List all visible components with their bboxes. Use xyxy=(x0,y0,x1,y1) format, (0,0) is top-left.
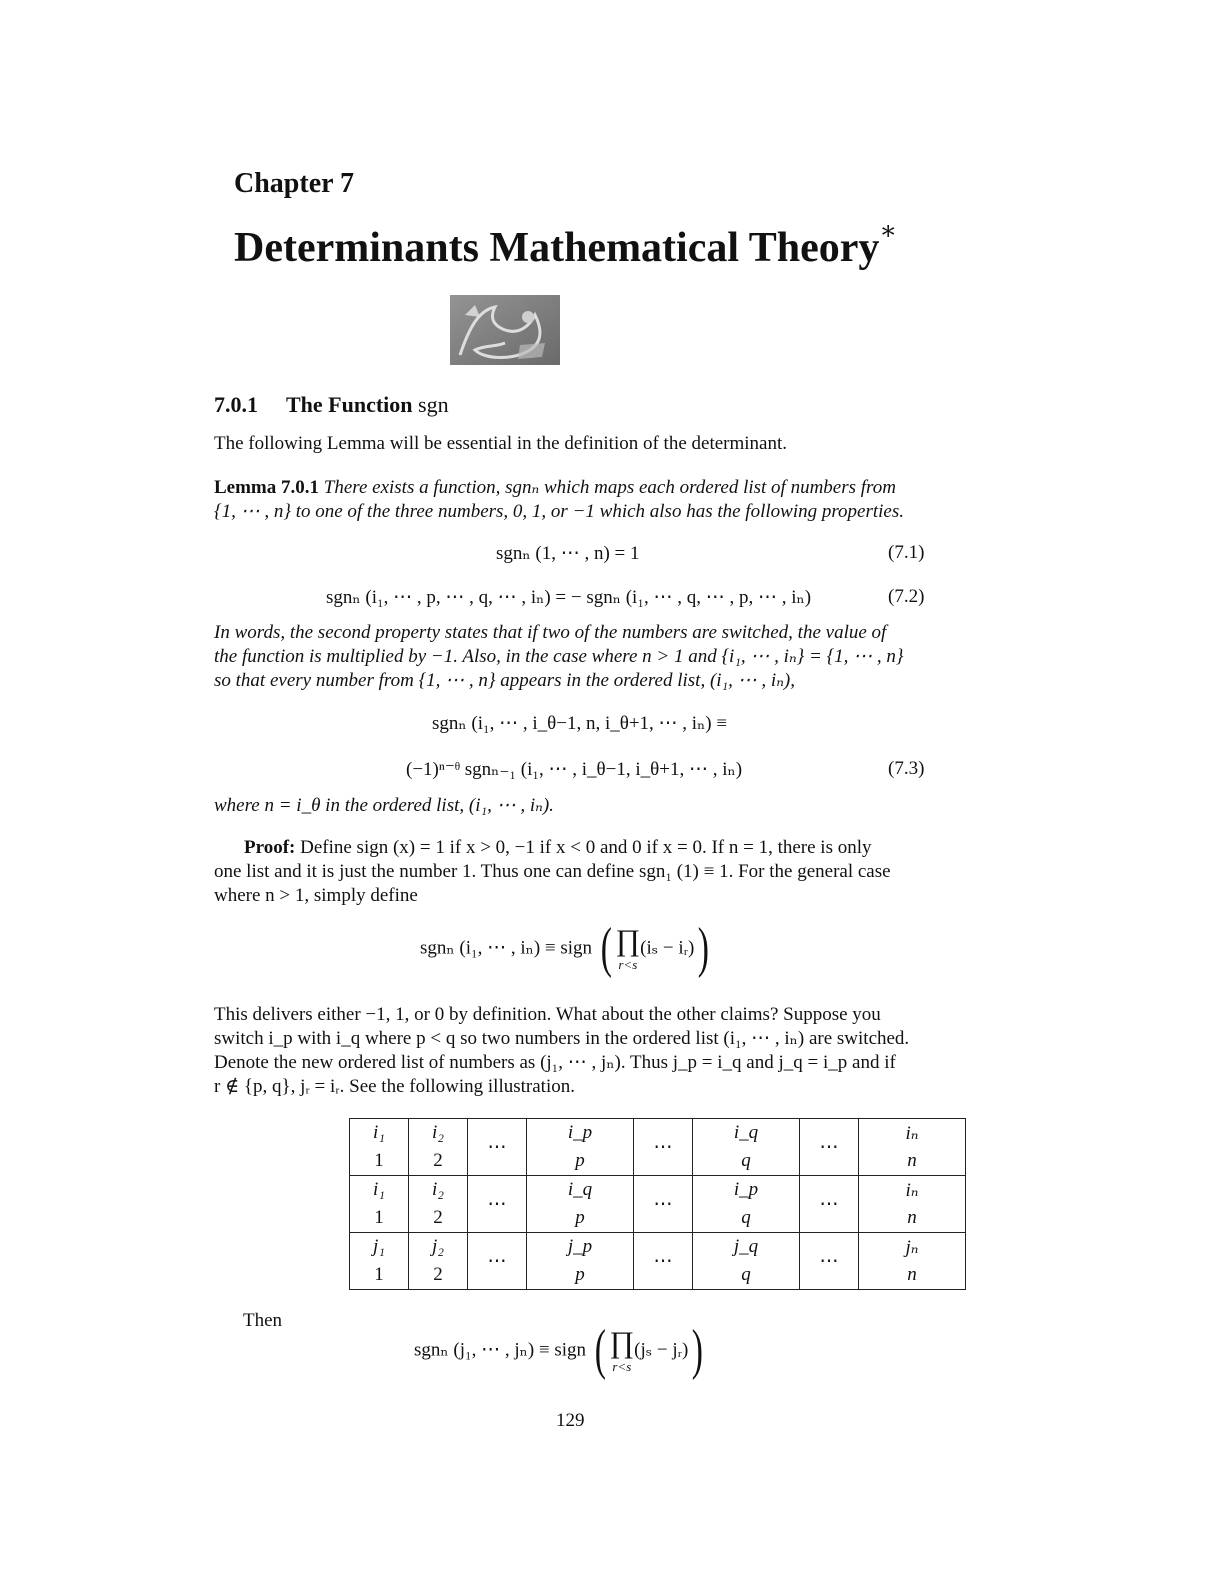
table-cell: 1 xyxy=(350,1147,409,1176)
proof-line-2: one list and it is just the number 1. Thus one can define sgn₁ (1) ≡ 1. For the general case xyxy=(214,861,891,882)
table-cell: p xyxy=(527,1204,634,1233)
ellipsis-cell: ⋯ xyxy=(468,1176,527,1233)
switch-line-1: This delivers either −1, 1, or 0 by definition. What about the other claims? Suppose you xyxy=(214,1004,881,1025)
table-cell: n xyxy=(859,1147,966,1176)
chapter-label: Chapter 7 xyxy=(234,168,355,199)
table-cell: q xyxy=(693,1261,800,1290)
table-cell: 1 xyxy=(350,1204,409,1233)
title-footnote-mark: ∗ xyxy=(879,216,898,245)
product-term: (jₛ − jᵣ) xyxy=(634,1339,689,1361)
lemma-label: Lemma 7.0.1 xyxy=(214,477,320,498)
sgn-definition xyxy=(420,917,713,979)
table-cell: p xyxy=(527,1261,634,1290)
ellipsis-cell: ⋯ xyxy=(468,1119,527,1176)
definition-lhs: sgnₙ (i₁, ⋯ , iₙ) ≡ sign xyxy=(420,937,593,959)
product-index: r<s xyxy=(612,1358,632,1374)
equation-number: (7.1) xyxy=(888,542,925,563)
product-index: r<s xyxy=(618,956,638,972)
product-operator: ∏ r<s xyxy=(609,1325,635,1374)
lemma-line-1: There exists a function, sgnₙ which maps each ordered list of numbers from xyxy=(323,477,896,498)
table-cell: j_p xyxy=(527,1233,634,1262)
table-cell: q xyxy=(693,1204,800,1233)
table-row xyxy=(350,1233,966,1262)
table-cell: i_p xyxy=(693,1176,800,1205)
section-heading xyxy=(214,392,449,418)
table-cell: i₁ xyxy=(350,1119,409,1148)
chapter-title xyxy=(234,216,898,272)
table-cell: i_q xyxy=(527,1176,634,1205)
proof-label: Proof: xyxy=(244,837,296,858)
switch-line-3: Denote the new ordered list of numbers as (j₁, ⋯ , jₙ). Thus j_p = i_q and j_q = i_p and if xyxy=(214,1052,896,1073)
lemma xyxy=(214,476,926,524)
right-paren: ) xyxy=(698,917,710,979)
table-cell: j₂ xyxy=(409,1233,468,1262)
equation-number: (7.2) xyxy=(888,586,925,607)
dragon-engraving-icon xyxy=(450,295,560,365)
ellipsis-cell: ⋯ xyxy=(468,1233,527,1290)
product-term: (iₛ − iᵣ) xyxy=(640,937,695,959)
words-line-2: the function is multiplied by −1. Also, in the case where n > 1 and {i₁, ⋯ , iₙ} = {1, ⋯ , n} xyxy=(214,646,904,667)
right-paren: ) xyxy=(692,1319,704,1381)
ellipsis-cell: ⋯ xyxy=(800,1233,859,1290)
table-cell: j_q xyxy=(693,1233,800,1262)
table-cell: n xyxy=(859,1204,966,1233)
switch-line-2: switch i_p with i_q where p < q so two numbers in the ordered list (i₁, ⋯ , iₙ) are switched. xyxy=(214,1028,910,1049)
left-paren: ( xyxy=(594,1319,606,1381)
table-cell: p xyxy=(527,1147,634,1176)
ellipsis-cell: ⋯ xyxy=(634,1119,693,1176)
then-label: Then xyxy=(243,1310,283,1331)
intro-text: The following Lemma will be essential in the definition of the determinant. xyxy=(214,433,788,454)
product-operator: ∏ r<s xyxy=(615,923,641,972)
equation-7-3-line-2: (−1)ⁿ⁻ᶿ sgnₙ₋₁ (i₁, ⋯ , i_θ−1, i_θ+1, ⋯ , iₙ) xyxy=(406,759,743,780)
table-cell: iₙ xyxy=(859,1176,966,1205)
words-paragraph xyxy=(214,621,926,693)
table-cell: i₁ xyxy=(350,1176,409,1205)
equation-7-2: sgnₙ (i₁, ⋯ , p, ⋯ , q, ⋯ , iₙ) = − sgnₙ (i₁, ⋯ , q, ⋯ , p, ⋯ , iₙ) xyxy=(326,587,812,608)
left-paren: ( xyxy=(600,917,612,979)
section-number: 7.0.1 xyxy=(214,392,258,417)
table-cell: i_p xyxy=(527,1119,634,1148)
table-cell: 2 xyxy=(409,1147,468,1176)
table-cell: q xyxy=(693,1147,800,1176)
equation-number: (7.3) xyxy=(888,758,925,779)
words-line-4: where n = i_θ in the ordered list, (i₁, ⋯ , iₙ). xyxy=(214,795,554,816)
table-cell: j₁ xyxy=(350,1233,409,1262)
switch-paragraph xyxy=(214,1003,926,1099)
sgn-j-definition xyxy=(414,1319,707,1381)
section-title-sgn: sgn xyxy=(418,392,449,417)
table-cell: 2 xyxy=(409,1261,468,1290)
table-cell: i₂ xyxy=(409,1176,468,1205)
ellipsis-cell: ⋯ xyxy=(800,1119,859,1176)
ellipsis-cell: ⋯ xyxy=(634,1176,693,1233)
table-cell: n xyxy=(859,1261,966,1290)
section-title: The Function xyxy=(286,392,413,417)
table-row xyxy=(350,1176,966,1205)
equation-7-3-line-1: sgnₙ (i₁, ⋯ , i_θ−1, n, i_θ+1, ⋯ , iₙ) ≡ xyxy=(432,713,728,734)
table-cell: 2 xyxy=(409,1204,468,1233)
ellipsis-cell: ⋯ xyxy=(800,1176,859,1233)
table-cell: i₂ xyxy=(409,1119,468,1148)
proof-line-1: Define sign (x) = 1 if x > 0, −1 if x < 0 and 0 if x = 0. If n = 1, there is only xyxy=(300,837,872,858)
table-cell: i_q xyxy=(693,1119,800,1148)
chapter-title-text: Determinants Mathematical Theory xyxy=(234,225,880,271)
words-line-3: so that every number from {1, ⋯ , n} appears in the ordered list, (i₁, ⋯ , iₙ), xyxy=(214,670,795,691)
switch-line-4: r ∉ {p, q}, jᵣ = iᵣ. See the following illustration. xyxy=(214,1076,575,1097)
ellipsis-cell: ⋯ xyxy=(634,1233,693,1290)
table-cell: iₙ xyxy=(859,1119,966,1148)
words-line-1: In words, the second property states that if two of the numbers are switched, the value of xyxy=(214,622,887,643)
switch-illustration-table xyxy=(349,1118,966,1290)
proof-paragraph xyxy=(214,836,926,908)
page-number: 129 xyxy=(556,1410,585,1431)
proof-line-3: where n > 1, simply define xyxy=(214,885,418,906)
then-lhs: sgnₙ (j₁, ⋯ , jₙ) ≡ sign xyxy=(414,1339,587,1361)
table-cell: jₙ xyxy=(859,1233,966,1262)
table-cell: 1 xyxy=(350,1261,409,1290)
equation-7-1: sgnₙ (1, ⋯ , n) = 1 xyxy=(496,543,640,564)
lemma-line-2: {1, ⋯ , n} to one of the three numbers, 0, 1, or −1 which also has the following properties. xyxy=(214,501,904,522)
table-row xyxy=(350,1119,966,1148)
